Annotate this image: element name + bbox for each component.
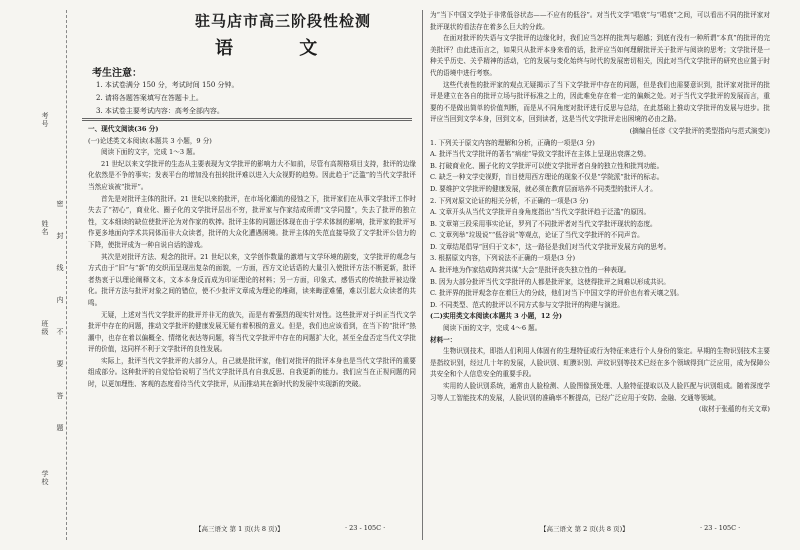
question-option: C. 缺乏一种文学史视野，盲目使用西方理论的现象不仅是“学院派”批评的标志。 [430, 173, 664, 182]
question-line: 1. 下列关于原文内容的理解和分析，正确的一项是(3 分) [430, 138, 595, 147]
question-option: B. 文章第三段采用事实论证，罗列了不同批评者对当代文学批评现状的态度。 [430, 219, 657, 228]
notice-item: 2. 请将各题答案填写在答题卡上。 [96, 94, 203, 102]
passage-paragraph: 为“当下中国文学处于非常低谷状态——不应有的低谷”。对当代文学“唱衰”与“唱衰”之间，可以看出不同的批评家对批评现状的看法存在着多么巨大的分歧。 [430, 11, 770, 31]
passage-paragraph: 实际上，批评当代文学批评的大部分人，自己就是批评家，他们对批评的批评本身也是当代文学批评的重要组成部分。这种批评的自觉恰恰说明了当代文学批评具有自我反思、自我更新的能力。我们应当在正视问题的同时，以更加理性、客观的态度看待当代文学批评，从而推动其在新时代的发展中实现新的突破。 [88, 356, 416, 389]
question-option: C. 文章列举“垃圾说”“低谷说”等观点，论证了当代文学批评的不同声音。 [430, 231, 644, 240]
question-option: A. 批评当代文学批评的著名“病症”导致文学批评在主体上呈现出衰落之势。 [430, 150, 651, 159]
class-label: 班级 [41, 320, 49, 336]
right-column [430, 10, 770, 520]
seal-char: 内 [56, 296, 64, 304]
question-option: D. 要维护文学批评的健康发展，就必须在教育层面培养不同类型的批评人才。 [430, 184, 657, 193]
passage-paragraph: 生物识别技术，即指人们利用人体固有的生理特征或行为特征来进行个人身份的鉴定。早期的生物识别技术主要是指纹识别，经过几十年的发展，人脸识别、虹膜识别、声纹识别等技术已经在多个领域得到广泛应用，成为保障公共安全和个人信息安全的重要手段。 [430, 347, 770, 379]
seal-char: 不 [56, 328, 64, 336]
passage-paragraph: 在面对批评的失语与文学批评的边缘化时，我们应当怎样的批判与超越；到底有没有一种所谓“本真”的批评的完美批评？由此进而言之，如果只从批评本身来看的话，批评应当如何理解批评关于批评与阅读的思考；文学批评是一种关乎历史、关乎精神的活动，它的发展与变化始终与时代的发展密切相关，因此对当代文学批评的研究也应置于时代的语境中进行考察。 [430, 34, 770, 77]
subsection-heading: (一)论述类文本阅读(本题共 3 小题，9 分) [88, 136, 212, 145]
question-option: A. 文章开头从当代文学批评自身角度指出“当代文学批评趋于泛滥”的原因。 [430, 208, 651, 217]
question-line: 3. 根据原文内容，下列说法不正确的一项是(3 分) [430, 254, 576, 263]
question-option: D. 文章结尾倡导“回归于文本”，这一路径是我们对当代文学批评发展方向的思考。 [430, 242, 671, 251]
exam-code: · 23 - 105C · [345, 524, 386, 532]
seal-char: 封 [56, 232, 64, 240]
notice-heading: 考生注意： [92, 68, 142, 79]
subject-title: 语 文 [215, 38, 348, 59]
page-footer: 【高三语文 第 2 页(共 8 页)】 [540, 525, 629, 533]
column-divider [422, 10, 423, 540]
seal-char: 密 [56, 200, 64, 208]
section-heading: 一、现代文阅读(36 分) [88, 125, 159, 133]
passage-source: (取材于张蕴的有关文章) [698, 405, 770, 414]
seal-char: 要 [56, 360, 64, 368]
passage-paragraph: 无疑，上述对当代文学批评的批评并非无的放矢，而是有着强烈的现实针对性。这些批评对于纠正当代文学批评中存在的问题，推动文学批评的健康发展无疑有着积极的意义。但是，我们也应该看到，在当下的“批评”热潮中，也存在着以偏概全、情绪化表达等问题，将当代文学批评中存在的问题扩大化，甚至全盘否定当代文学批评的价值，这同样不利于文学批评的良性发展。 [88, 310, 416, 354]
seal-char: 答 [56, 392, 64, 400]
seal-char: 线 [56, 264, 64, 272]
subsection-heading: (二)实用类文本阅读(本题共 3 小题，12 分) [430, 312, 563, 321]
exam-code: · 23 - 105C · [700, 524, 741, 532]
question-option: A. 批评地为作家结成阵营共谋“大会”是批评丧失独立性的一种表现。 [430, 266, 631, 275]
question-option: B. 打破商业化、圈子化的文学批评可以使文学批评者自身的独立性和批判功能。 [430, 161, 664, 170]
question-option: B. 因为大部分批评当代文学批评的人都是批评家，这使得批评之间难以形成共识。 [430, 277, 670, 286]
exam-title: 驻马店市高三阶段性检测 [195, 12, 372, 30]
material-heading: 材料一： [430, 335, 457, 344]
passage-source: (摘编自任彦《文学批评的类型指向与范式演变》) [629, 126, 770, 135]
name-label: 姓名 [41, 220, 49, 236]
question-line: 2. 下列对原文论证的相关分析，不正确的一项是(3 分) [430, 196, 589, 205]
passage-paragraph: 实用的人脸识别系统，通常由人脸检测、人脸图像预处理、人脸特征提取以及人脸匹配与识别组成。随着深度学习等人工智能技术的发展，人脸识别的准确率不断提高，已经广泛应用于安防、金融、交通等领域。 [430, 382, 770, 402]
passage-paragraph: 21 世纪以来文学批评的生态从主要表现为文学批评的影响力大不如前，尽管有高规格项目支持，批评的边缘化依然是不争的事实；发表平台的增加没有扭转批评难以进入大众视野的趋势。因此趋于“泛滥”的当代文学批评当然应该被“批评”。 [88, 159, 416, 191]
divider [82, 118, 412, 119]
page-footer: 【高三语文 第 1 页(共 8 页)】 [195, 525, 284, 533]
question-option: C. 批评界的批评观念存在着巨大的分歧，他们对当下中国文学的评价也有着天壤之别。 [430, 289, 683, 298]
reading-instruction: 阅读下面的文字，完成 1～3 题。 [101, 148, 200, 157]
question-option: D. 不同类型、范式的批评以不同方式参与文学批评的构建与演进。 [430, 300, 624, 309]
notice-item: 3. 本试卷主要考试内容：高考全部内容。 [96, 107, 224, 115]
seal-char: 题 [56, 424, 64, 432]
seal-dashed-line [66, 10, 67, 540]
passage-paragraph: 这些代表性的批评家的观点无疑揭示了当下文学批评中存在的问题，但是我们也需要意识到，批评家对批评的批评是建立在各自的批评立场与批评标准之上的，因此难免存在着一定的偏颇之处。对于当代文学批评的发展而言，重要的不是做出简单的价值判断，而是从不同角度对批评进行反思与总结，在此基础上推动文学批评的发展与进步。批评应当回到文学本身，回到文本，回到读者，这是当代文学批评走出困境的必由之路。 [430, 80, 770, 124]
exam-number-label: 考号 [41, 112, 49, 128]
binding-margin [0, 0, 64, 550]
passage-paragraph: 其次是对批评方法、观念的批评。21 世纪以来，文学创作数量的激增与文学环境的剧变，文学批评的观念与方式由于“旧”与“新”的交织而呈现出复杂的面貌，一方面，西方文论话语的大量引入使批评方法不断更新，批评者热衷于以理论阐释文本，文本本身反而成为印证理论的材料；另一方面，印象式、感悟式的传统批评被边缘化。批评方法与批评对象之间的错位，使不少批评文章成为理论的堆砌，读来晦涩难懂，难以引起大众读者的共鸣。 [88, 252, 416, 307]
passage-paragraph: 首先是对批评主体的批评。21 世纪以来的批评，在市场化潮流的侵蚀之下，批评家们在从事文学批评工作时失去了“初心”，商业化、圈子化的文学批评层出不穷，批评家与作家结成所谓“文学同盟”，失去了批评的独立性，文本细读的缺位使批评沦为对作家的吹捧。批评主体的问题还体现在由于学术体制的影响，批评家的批评写作更多地面向学术共同体而非大众读者，批评的大众化遭遇困境。批评主体的失范直接导致了文学批评公信力的下降，使批评成为一种自说自话的游戏。 [88, 194, 416, 249]
notice-item: 1. 本试卷满分 150 分，考试时间 150 分钟。 [96, 81, 239, 89]
reading-instruction: 阅读下面的文字，完成 4～6 题。 [443, 324, 542, 333]
school-label: 学校 [41, 470, 49, 486]
divider [82, 120, 412, 121]
left-column [88, 124, 416, 520]
